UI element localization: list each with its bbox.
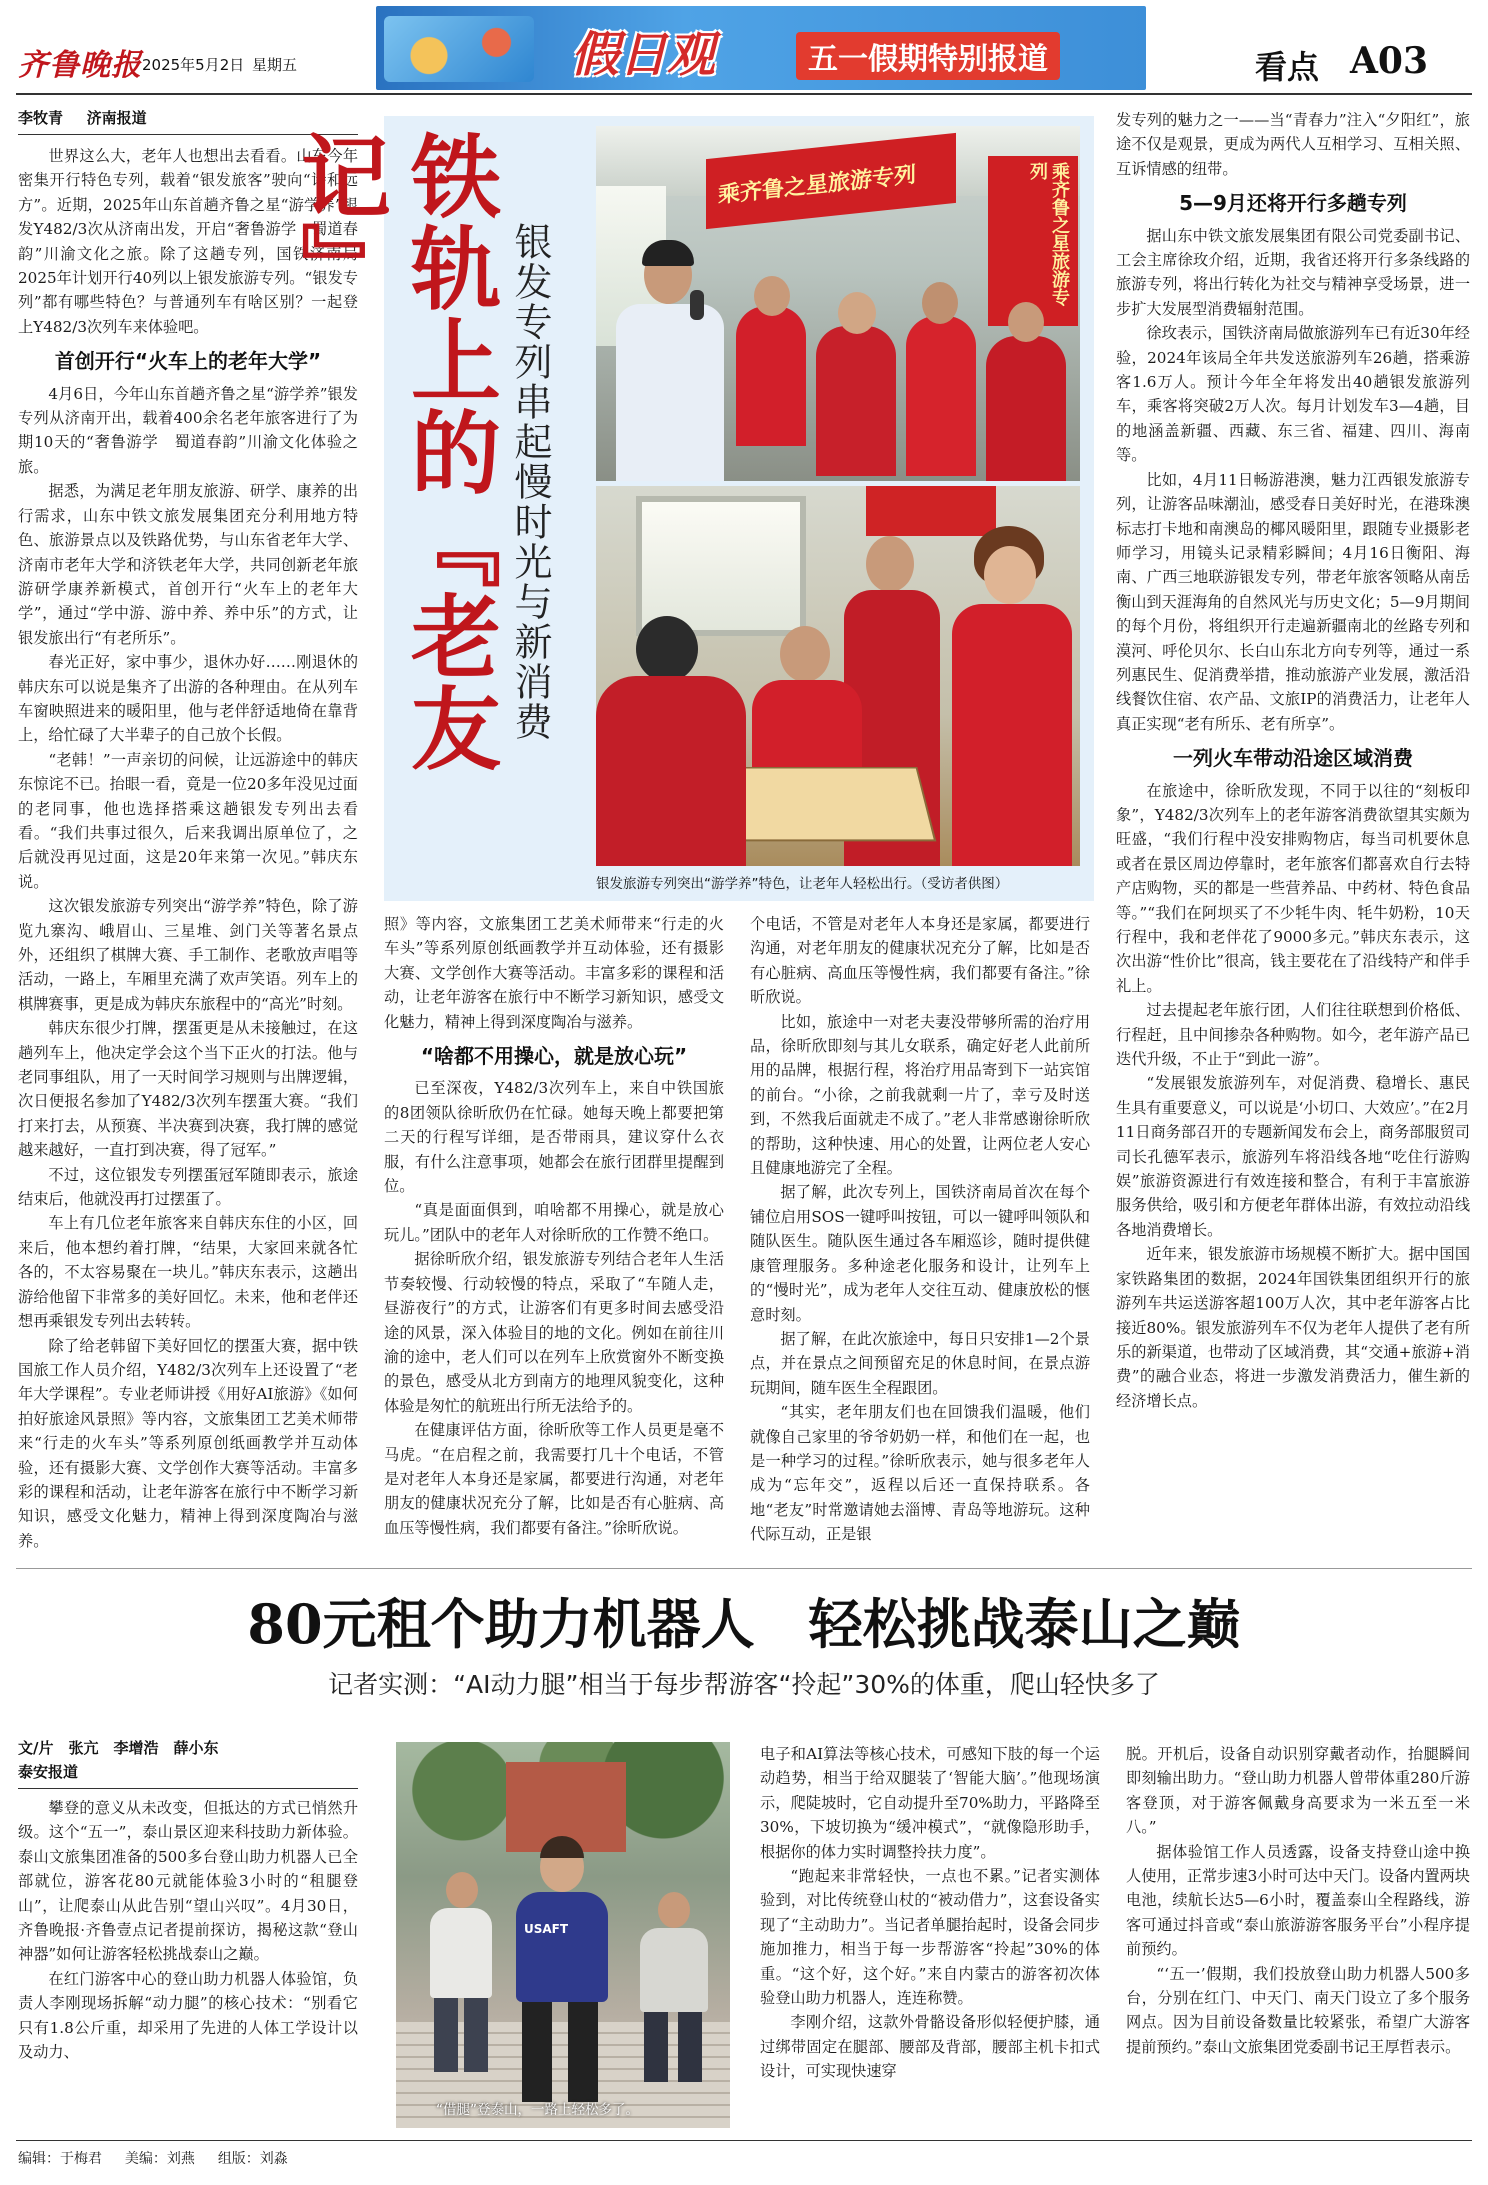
- paragraph: 据了解，此次专列上，国铁济南局首次在每个铺位启用SOS一键呼叫按钮，可以一键呼叫领队和随队医生。随队医生通过各车厢巡诊，随时提供健康管理服务。多种途老化服务和设计，让列车上的“慢时光”，成为老年人交往互动、健康放松的惬意时刻。: [750, 1183, 1090, 1324]
- paragraph: 已至深夜，Y482/3次列车上，来自中铁国旅的8团领队徐昕欣仍在忙碌。她每天晚上都要把第二天的行程写详细，是否带雨具，建议穿什么衣服，有什么注意事项，她都会在旅行团群里提醒到位。: [384, 1079, 724, 1196]
- chess-game-photo: [596, 486, 1080, 866]
- article2-byline: [18, 1736, 358, 1784]
- climber-man-right: [634, 1892, 714, 2082]
- paragraph: 比如，旅途中一对老夫妻没带够所需的治疗用品，徐昕欣即刻与其儿女联系，确定好老人此前所用的品牌，根据行程，将治疗用品寄到下一站宾馆的前台。“小徐，之前我就剩一片了，幸亏及时送到，不然我后面就走不成了。”老人非常感谢徐昕欣的帮助，这种快速、用心的处置，让两位老人安心且健康地游完了全程。: [750, 1012, 1090, 1178]
- red-banner-2-text: 乘齐鲁之星旅游专列: [1027, 162, 1070, 306]
- article1-column-3: [750, 912, 1090, 1560]
- standing-woman: [946, 526, 1076, 866]
- paragraph: 电子和AI算法等核心技术，可感知下肢的每一个运动趋势，相当于给双腿装了‘智能大脑’。”他现场演示，爬陡坡时，它自动提升至70%助力，平路降至30%，下坡切换为“缓冲模式”，“就像隐形助手，根据你的体力实时调整拎扶力度”。: [760, 1745, 1100, 1861]
- paragraph: 韩庆东很少打牌，摆蛋更是从未接触过，在这趟列车上，他决定学会这个当下正火的打法。他与老同事组队，用了一天时间学习规则与出牌逻辑，次日便报名参加了Y482/3次列车摆蛋大赛。“我们打来打去，从预赛、半决赛到决赛，我打牌的感觉越来越好，一直打到决赛，得了冠军。”: [18, 1019, 358, 1160]
- section-label: 看点: [1255, 48, 1320, 86]
- shirt-text: USAFT: [524, 1922, 569, 1936]
- taishan-climbing-photo: [396, 1742, 730, 2128]
- paragraph: “跑起来非常轻快，一点也不累。”记者实测体验到，对比传统登山杖的“被动借力”，这套设备实现了“主动助力”。当记者单腿抬起时，设备会同步施加推力，相当于每一步帮游客“拎起”30%的体重。“这个好，这个好。”来自内蒙古的游客初次体验登山助力机器人，连连称赞。: [760, 1867, 1100, 2008]
- article2-headline: 80元租个助力机器人 轻松挑战泰山之巅: [247, 1592, 1241, 1656]
- paragraph: 据徐昕欣介绍，银发旅游专列结合老年人生活节奏较慢、行动较慢的特点，采取了“车随人走，昼游夜行”的方式，让游客们有更多时间去感受沿途的风景，深入体验目的地的文化。例如在前往川渝的途中，老人们可以在列车上欣赏窗外不断变换的景色，感受从北方到南方的地理风貌变化，这种体验是匆忙的航班出行所无法给予的。: [384, 1250, 724, 1415]
- article2-column-1: [18, 1796, 358, 2131]
- paragraph: 据体验馆工作人员透露，设备支持登山途中换人使用，正常步速3小时可达中天门。设备内置两块电池，续航长达5—6小时，覆盖泰山全程路线，游客可通过抖音或“泰山旅游游客服务平台”小程序提前预约。: [1126, 1842, 1470, 1959]
- byline-location: 济南报道: [86, 109, 147, 127]
- paragraph: 李刚介绍，这款外骨骼设备形似轻便护膝，通过绑带固定在腿部、腰部及背部，腰部主机卡扣式设计，可实现快速穿: [760, 2013, 1100, 2081]
- paragraph: 在旅途中，徐昕欣发现，不同于以往的“刻板印象”，Y482/3次列车上的老年游客消费欲望其实颇为旺盛，“我们行程中没安排购物店，每当司机要休息或者在景区周边停靠时，老年旅客们都喜欢自行去特产店购物，买的都是一些营养品、中药材、特色食品等。”“我们在阿坝买了不少牦牛肉、牦牛奶粉，10天行程中，我和老伴花了9000多元。”韩庆东表示，这次出游“性价比”很高，钱主要花在了沿线特产和伴手礼上。: [1116, 781, 1470, 995]
- banner-title: 假日观: [571, 27, 716, 83]
- article2-photo-caption: “借腿”登泰山，一路上轻松多了。: [436, 2102, 639, 2118]
- article2-column-4: [1126, 1742, 1470, 2132]
- paragraph: 据山东中铁文旅发展集团有限公司党委副书记、工会主席徐玫介绍，近期，我省还将开行多条线路的旅游专列，将出行转化为社交与精神享受场景，进一步扩大发展型消费辐射范围。: [1116, 226, 1470, 318]
- byline-location: 泰安报道: [18, 1763, 79, 1781]
- masthead: [0, 0, 1488, 95]
- paragraph: 个电话，不管是对老年人本身还是家属，都要进行沟通，对老年朋友的健康状况充分了解，比如是否有心脏病、高血压等慢性病，我们都要有备注。”徐昕欣说。: [750, 915, 1090, 1007]
- footer-credits: [18, 2148, 288, 2168]
- paragraph: 除了给老韩留下美好回忆的摆蛋大赛，据中铁国旅工作人员介绍，Y482/3次列车上还设置了“老年大学课程”。专业老师讲授《用好AI旅游》《如何拍好旅途风景照》等内容，文旅集团工艺美术师带来“行走的火车头”等系列原创纸画教学并互动体验，还有摄影大赛、文学创作大赛等活动。丰富多彩的课程和活动，让老年游客在旅行中不断学习新知识，感受文化魅力，精神上得到深度陶冶与滋养。: [18, 1336, 358, 1550]
- passengers-group: [736, 266, 1076, 481]
- issue-weekday: 星期五: [252, 56, 298, 74]
- train-window: [636, 496, 806, 636]
- paragraph: 据了解，在此次旅途中，每日只安排1—2个景点，并在景点之间预留充足的休息时间，在景点游玩期间，随车医生全程跟团。: [750, 1329, 1090, 1397]
- page-number: A03: [1350, 40, 1429, 82]
- assist-leg-device: [522, 2002, 552, 2102]
- holiday-banner: [376, 6, 1146, 90]
- article1-photo-caption: 银发旅游专列突出“游学养”特色，让老年人轻松出行。（受访者供图）: [596, 876, 1009, 892]
- train-carriage-photo: [596, 126, 1080, 481]
- paragraph: 4月6日，今年山东首趟齐鲁之星“游学养”银发专列从济南开出，载着400余名老年旅客进行了为期10天的“奢鲁游学 蜀道春韵”川渝文化体验之旅。: [18, 384, 358, 476]
- paragraph: “‘五一’假期，我们投放登山助力机器人500多台，分别在红门、中天门、南天门设立了多个服务网点。因为目前设备数量比较紧张，希望广大游客提前预约。”泰山文旅集团党委副书记王厚哲表示。: [1126, 1964, 1470, 2056]
- paragraph: 据悉，为满足老年朋友旅游、研学、康养的出行需求，山东中铁文旅发展集团充分利用地方特色、旅游景点以及铁路优势，与山东省老年大学、济南市老年大学和济铁老年大学，共同创新老年旅游研学康养新模式，首创开行“火车上的老年大学”，通过“学中游、游中养、养中乐”的方式，让银发旅出行“有老所乐”。: [18, 482, 358, 647]
- article2-subheadline: 记者实测：“AI动力腿”相当于每步帮游客“拎起”30%的体重，爬山轻快多了: [328, 1670, 1160, 1699]
- paragraph: “老韩！”一声亲切的问候，让远游途中的韩庆东惊诧不已。抬眼一看，竟是一位20多年没见过面的老同事，他也选择搭乘这趟银发专列出去看看。“我们共事过很久，后来我调出原单位了，之后就没再见过面，这是20年来第一次见。”韩庆东说。: [18, 750, 358, 891]
- banner-decoration-left: [384, 16, 534, 82]
- designer-credit: 美编：刘燕: [124, 2151, 195, 2167]
- subheading: 首创开行“火车上的老年大学”: [54, 349, 322, 374]
- paragraph: 过去提起老年旅行团，人们往往联想到价格低、行程赶，且中间掺杂各种购物。如今，老年游产品已迭代升级，不止于“到此一游”。: [1116, 1001, 1470, 1069]
- paragraph: 春光正好，家中事少，退休办好……刚退休的韩庆东可以说是集齐了出游的各种理由。在从列车车窗映照进来的暖阳里，他与老伴舒适地倚在靠背上，给忙碌了大半辈子的自己放个长假。: [18, 653, 358, 745]
- article1-headline: 铁轨上的『老友记』: [285, 130, 500, 774]
- paragraph: 世界这么大，老年人也想出去看看。山东今年密集开行特色专列，载着“银发旅客”驶向“诗和远方”。近期，2025年山东首趟齐鲁之星“游学养”银发Y482/3次从济南出发，开启“奢鲁游学 蜀道春韵”川渝文化之旅。除了这趟专列，国铁济南局2025年计划开行40列以上银发旅游专列。“银发专列”都有哪些特色？与普通列车有啥区别？一起登上Y482/3次列车来体验吧。: [18, 147, 358, 336]
- foreground-man: [596, 616, 746, 866]
- red-banner-1-text: 乘齐鲁之星旅游专列: [718, 162, 917, 209]
- article1-subheadline: 银发专列串起慢时光与新消费: [508, 222, 552, 742]
- paragraph: 攀登的意义从未改变，但抵达的方式已悄然升级。这个“五一”，泰山景区迎来科技助力新体验。泰山文旅集团准备的500多台登山助力机器人已全部就位，游客花80元就能体验3小时的“租腿登山”，让爬泰山从此告别“望山兴叹”。4月30日，齐鲁晚报·齐鲁壹点记者提前探访，揭秘这款“登山神器”如何让游客轻松挑战泰山之巅。: [18, 1799, 358, 1964]
- article1-column-4: [1116, 108, 1470, 1560]
- paragraph: 在健康评估方面，徐昕欣等工作人员更是毫不马虎。“在启程之前，我需要打几十个电话，不管是对老年人本身还是家属，都要进行沟通，对老年朋友的健康状况充分了解，比如是否有心脏病、高血压等慢性病，我们都要有备注。”徐昕欣说。: [384, 1421, 724, 1537]
- paragraph: 照》等内容，文旅集团工艺美术师带来“行走的火车头”等系列原创纸画教学并互动体验，还有摄影大赛、文学创作大赛等活动。丰富多彩的课程和活动，让老年游客在旅行中不断学习新知识，感受文化魅力，精神上得到深度陶冶与滋养。: [384, 915, 724, 1031]
- subheading: “啥都不用操心，就是放心玩”: [420, 1044, 688, 1069]
- article1-photo-panel: [285, 116, 1094, 901]
- byline-authors: 文/片 张亢 李增浩 薛小东: [18, 1739, 219, 1757]
- paragraph: 发专列的魅力之一——当“青春力”注入“夕阳红”，旅途不仅是观景，更成为两代人互相学习、互相关照、互诉情感的纽带。: [1116, 111, 1470, 178]
- paragraph: 这次银发旅游专列突出“游学养”特色，除了游览九寨沟、峨眉山、三星堆、剑门关等著名景点外，还组织了棋牌大赛、手工制作、老歌放声唱等活动，一路上，车厢里充满了欢声笑语。列车上的棋牌赛事，更是成为韩庆东旅程中的“高光”时刻。: [18, 897, 358, 1013]
- assist-leg-device: [568, 2002, 598, 2102]
- paragraph: 近年来，银发旅游市场规模不断扩大。据中国国家铁路集团的数据，2024年国铁集团组织开行的旅游列车共运送游客超100万人次，其中老年游客占比接近80%。银发旅游列车不仅为老年人提供了老有所乐的新渠道，也带动了区域消费，其“交通+旅游+消费”的融合业态，将进一步激发消费活力，催生新的经济增长点。: [1116, 1245, 1470, 1410]
- article2-separator: [16, 1568, 1472, 1569]
- footer-rule: [16, 2140, 1472, 2141]
- paragraph: 不过，这位银发专列摆蛋冠军随即表示，旅途结束后，他就没再打过摆蛋了。: [18, 1165, 358, 1209]
- byline-rule: [18, 1788, 358, 1789]
- masthead-rule: [16, 93, 1472, 95]
- byline-author: 李牧青: [18, 109, 64, 127]
- subheading: 一列火车带动沿途区域消费: [1173, 746, 1413, 771]
- paragraph: 车上有几位老年旅客来自韩庆东住的小区，回来后，他本想约着打牌，“结果，大家回来就各忙各的，不太容易聚在一块儿。”韩庆东表示，这趟出游给他留下非常多的美好回忆。未来，他和老伴还想再乘银发专列出去转转。: [18, 1214, 358, 1331]
- microphone-icon: [690, 290, 704, 320]
- article1-column-1: [18, 144, 358, 1560]
- article1-byline: [18, 106, 358, 130]
- climber-woman-front: [506, 1842, 616, 2102]
- article1-column-2: [384, 912, 724, 1560]
- editor-credit: 编辑：于梅君: [18, 2151, 102, 2167]
- paragraph: 脱。开机后，设备自动识别穿戴者动作，抬腿瞬间即刻输出助力。“登山助力机器人曾带体重280斤游客登顶，对于游客佩戴身高要求为一米五至一米八。”: [1126, 1745, 1470, 1837]
- paper-logo: 齐鲁晚报: [18, 48, 142, 83]
- paragraph: 在红门游客中心的登山助力机器人体验馆，负责人李刚现场拆解“动力腿”的核心技术：“别看它只有1.8公斤重，却采用了先进的人体工学设计以及动力、: [18, 1969, 358, 2062]
- subheading: 5—9月还将开行多趟专列: [1179, 191, 1407, 216]
- paragraph: “其实，老年朋友们也在回馈我们温暖，他们就像自己家里的爷爷奶奶一样，和他们在一起，也是一种学习的过程。”徐昕欣表示，她与很多老年人成为“忘年交”，返程以后还一直保持联系。各地“老友”时常邀请她去淄博、青岛等地游玩。这种代际互动，正是银: [750, 1403, 1090, 1544]
- paragraph: 徐玫表示，国铁济南局做旅游列车已有近30年经验，2024年该局全年共发送旅游列车26趟，搭乘游客1.6万人。预计今年全年将发出40趟银发旅游列车，乘客将突破2万人次。每月计划发车3—4趟，目的地涵盖新疆、西藏、东三省、福建、四川、海南等。: [1116, 324, 1470, 465]
- climber-man-left: [426, 1872, 496, 2072]
- speaker-figure: [606, 246, 726, 481]
- paragraph: 比如，4月11日畅游港澳，魅力江西银发旅游专列，让游客品味潮汕，感受春日美好时光，在港珠澳标志打卡地和南澳岛的椰风暖阳里，跟随专业摄影老师学习，用镜头记录精彩瞬间；4月16日衡阳、海南、广西三地联游银发专列，带老年旅客领略从南岳衡山到天涯海角的自然风光与历史文化；5—9月期间的每个月份，将组织开行走遍新疆南北的丝路专列和漠河、呼伦贝尔、长白山东北方向专列等，通过一系列惠民生、促消费举措，推动旅游产业发展，激活沿线餐饮住宿、农产品、文旅IP的消费活力，让老年人真正实现“老有所乐、老有所享”。: [1116, 470, 1470, 733]
- proofreader-credit: 组版：刘淼: [217, 2151, 288, 2167]
- issue-date: 2025年5月2日: [142, 56, 245, 74]
- paragraph: “真是面面俱到，咱啥都不用操心，就是放心玩儿。”团队中的老年人对徐昕欣的工作赞不绝口。: [384, 1201, 724, 1244]
- paragraph: “发展银发旅游列车，对促消费、稳增长、惠民生具有重要意义，可以说是‘小切口、大效应’。”在2月11日商务部召开的专题新闻发布会上，商务部服贸司司长孔德军表示，旅游列车将沿线各地“吃住行游购娱”旅游资源进行有效连接和整合，有利于丰富旅游服务供给，吸引和方便老年群体出游，有效拉动沿线各地消费增长。: [1116, 1074, 1470, 1239]
- banner-subtitle: 五一假期特别报道: [796, 32, 1060, 80]
- article2-column-3: [760, 1742, 1100, 2132]
